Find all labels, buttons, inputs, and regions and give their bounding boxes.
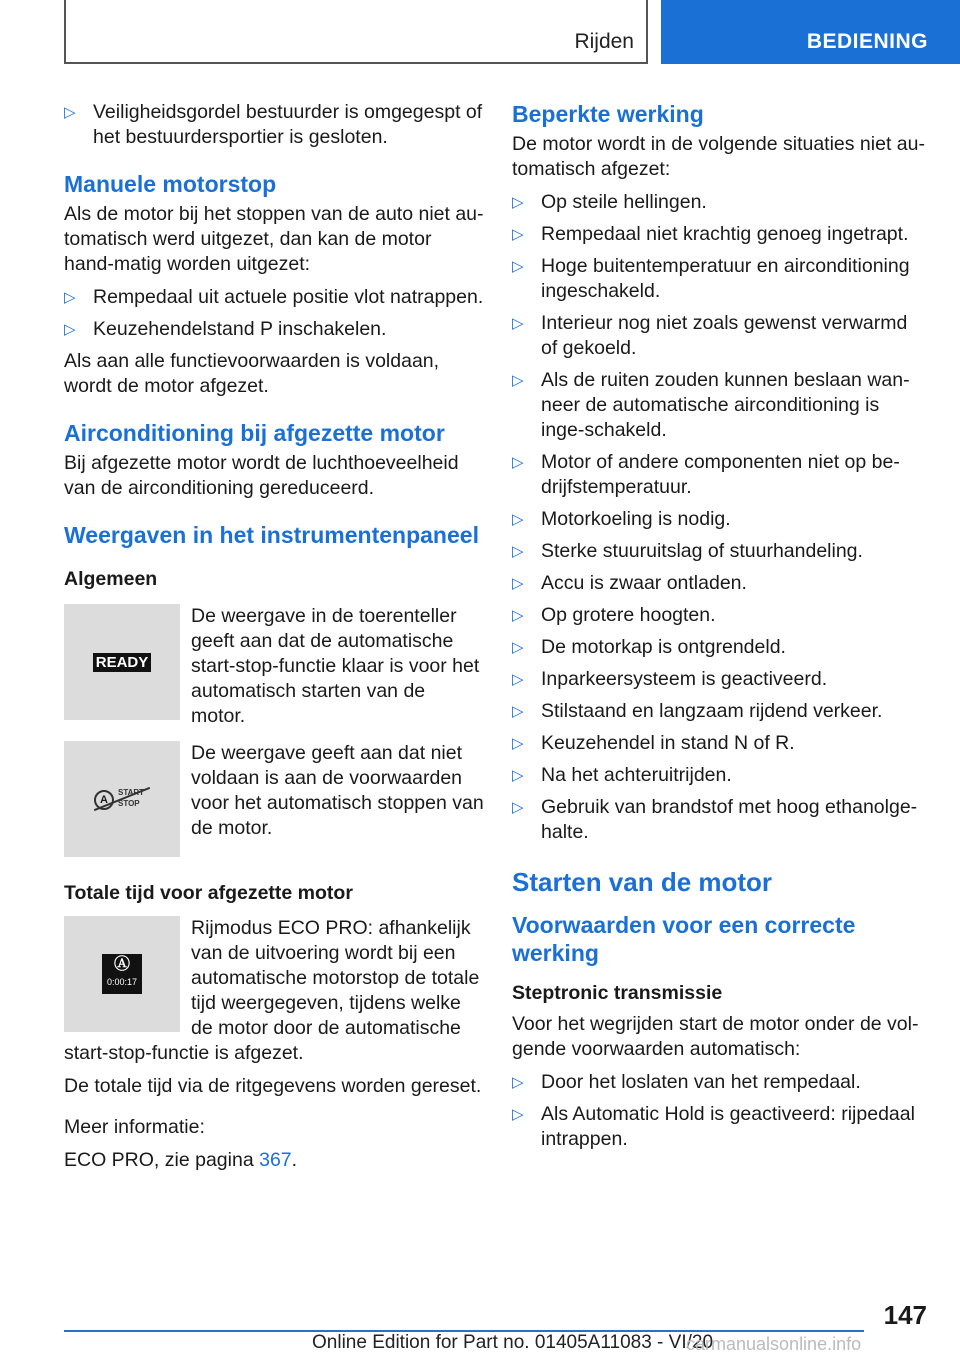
total-time-image — [64, 916, 180, 1032]
list-item: ▷ Stilstaand en langzaam rijdend verkeer. — [512, 700, 883, 722]
figure-caption: De weergave in de toerenteller geeft aan dat de automatische start-stop-functie klaar is voor het automatisch starten van de motor. — [191, 605, 480, 727]
triangle-bullet-icon: ▷ — [512, 1106, 524, 1123]
paragraph: Bij afgezette motor wordt de luchthoeveelheid van de airconditioning gereduceerd. — [64, 452, 459, 499]
paragraph: De motor wordt in de volgende situaties niet au-tomatisch afgezet: — [512, 133, 925, 180]
triangle-bullet-icon: ▷ — [512, 226, 524, 243]
triangle-bullet-icon: ▷ — [512, 607, 524, 624]
triangle-bullet-icon: ▷ — [512, 639, 524, 656]
auto-start-stop-timer-icon: Ⓐ 0:00:17 — [102, 954, 142, 994]
right-column — [512, 100, 926, 1159]
triangle-bullet-icon: ▷ — [512, 575, 524, 592]
section-heading: Beperkte werking — [512, 101, 704, 127]
triangle-bullet-icon: ▷ — [64, 104, 76, 121]
list-item: ▷ Inparkeersysteem is geactiveerd. — [512, 668, 828, 690]
start-stop-crossed-icon: A START STOP — [94, 786, 150, 812]
list-item: ▷ Interieur nog niet zoals gewenst verwarmd of gekoeld. — [512, 312, 908, 359]
list-item: ▷ Door het loslaten van het rempedaal. — [512, 1071, 861, 1093]
list-item: ▷ Op grotere hoogten. — [512, 604, 716, 626]
list-item: ▷ Sterke stuuruitslag of stuurhandeling. — [512, 540, 863, 562]
list-item: ▷ Accu is zwaar ontladen. — [512, 572, 747, 594]
triangle-bullet-icon: ▷ — [512, 258, 524, 275]
triangle-bullet-icon: ▷ — [512, 735, 524, 752]
list-item: ▷ De motorkap is ontgrendeld. — [512, 636, 786, 658]
list-item: ▷ Als de ruiten zouden kunnen beslaan wan-neer de automatische airconditioning is inge-schakeld. — [512, 369, 910, 441]
list-item: ▷ Veiligheidsgordel bestuurder is omgegespt of het bestuurdersportier is gesloten. — [64, 101, 483, 148]
section-heading-large: Starten van de motor — [512, 867, 773, 897]
triangle-bullet-icon: ▷ — [512, 767, 524, 784]
ready-label: READY — [93, 653, 152, 672]
list-item: ▷ Als Automatic Hold is geactiveerd: rijpedaal intrappen. — [512, 1103, 915, 1150]
header-section-title: Rijden — [574, 30, 634, 53]
paragraph: Als de motor bij het stoppen van de auto niet au-tomatisch werd uitgezet, dan kan de motor hand-matig worden uitgezet: — [64, 203, 484, 275]
page-number: 147 — [883, 1300, 927, 1330]
triangle-bullet-icon: ▷ — [64, 321, 76, 338]
reference-paragraph: ECO PRO, zie pagina 367. — [64, 1149, 298, 1171]
triangle-bullet-icon: ▷ — [512, 315, 524, 332]
figure-total-time — [64, 916, 484, 1066]
triangle-bullet-icon: ▷ — [512, 511, 524, 528]
limited-list — [512, 190, 926, 845]
triangle-bullet-icon: ▷ — [64, 289, 76, 306]
start-stop-off-image — [64, 741, 180, 857]
header-chapter-tab — [661, 0, 960, 64]
list-item: ▷ Keuzehendel in stand N of R. — [512, 732, 795, 754]
triangle-bullet-icon: ▷ — [512, 194, 524, 211]
list-item: ▷ Motor of andere componenten niet op be-drijfstemperatuur. — [512, 451, 900, 498]
triangle-bullet-icon: ▷ — [512, 454, 524, 471]
intro-list — [64, 100, 484, 150]
header-chapter-title: BEDIENING — [806, 30, 928, 53]
paragraph: Als aan alle functievoorwaarden is voldaan, wordt de motor afgezet. — [64, 350, 440, 397]
list-item: ▷ Gebruik van brandstof met hoog ethanolge-halte. — [512, 796, 918, 843]
list-item: ▷ Keuzehendelstand P inschakelen. — [64, 318, 387, 340]
section-heading: Weergaven in het instrumentenpaneel — [64, 522, 479, 548]
watermark: carmanualsonline.info — [686, 1334, 862, 1354]
edition-text: Online Edition for Part no. 01405A11083 - VI/20 — [312, 1332, 714, 1353]
list-item: ▷ Na het achteruitrijden. — [512, 764, 732, 786]
paragraph: De totale tijd via de ritgegevens worden gereset. — [64, 1075, 482, 1097]
triangle-bullet-icon: ▷ — [512, 543, 524, 560]
left-column — [64, 100, 484, 1181]
section-heading: Manuele motorstop — [64, 171, 277, 197]
ready-indicator-image — [64, 604, 180, 720]
paragraph: Meer informatie: — [64, 1116, 205, 1138]
list-item: ▷ Rempedaal niet krachtig genoeg ingetrapt. — [512, 223, 909, 245]
figure-ready — [64, 604, 484, 729]
list-item: ▷ Motorkoeling is nodig. — [512, 508, 731, 530]
paragraph: Rijmodus ECO PRO: afhankelijk van de uitvoering wordt bij een automatische motorstop de totale tijd weergegeven, tijdens welke de motor door de automatische start-stop-functie is afgezet. — [64, 917, 480, 1064]
subheading: Algemeen — [64, 568, 158, 590]
section-heading: Voorwaarden voor een correcte werking — [512, 912, 856, 966]
triangle-bullet-icon: ▷ — [512, 372, 524, 389]
paragraph: Voor het wegrijden start de motor onder de vol-gende voorwaarden automatisch: — [512, 1013, 919, 1060]
list-item: ▷ Op steile hellingen. — [512, 191, 707, 213]
triangle-bullet-icon: ▷ — [512, 671, 524, 688]
triangle-bullet-icon: ▷ — [512, 1074, 524, 1091]
triangle-bullet-icon: ▷ — [512, 799, 524, 816]
subheading: Totale tijd voor afgezette motor — [64, 882, 353, 904]
figure-start-stop-off — [64, 741, 484, 857]
manual-stop-list — [64, 285, 484, 342]
header-section-box — [64, 0, 648, 64]
list-item: ▷ Rempedaal uit actuele positie vlot natrappen. — [64, 286, 484, 308]
subheading: Steptronic transmissie — [512, 982, 723, 1004]
triangle-bullet-icon: ▷ — [512, 703, 524, 720]
start-list — [512, 1070, 926, 1152]
list-item: ▷ Hoge buitentemperatuur en airconditioning ingeschakeld. — [512, 255, 910, 302]
page-link[interactable]: 367 — [259, 1149, 292, 1171]
section-heading: Airconditioning bij afgezette motor — [64, 420, 445, 446]
figure-caption: De weergave geeft aan dat niet voldaan is aan de voorwaarden voor het automatisch stoppen van de motor. — [191, 742, 484, 839]
